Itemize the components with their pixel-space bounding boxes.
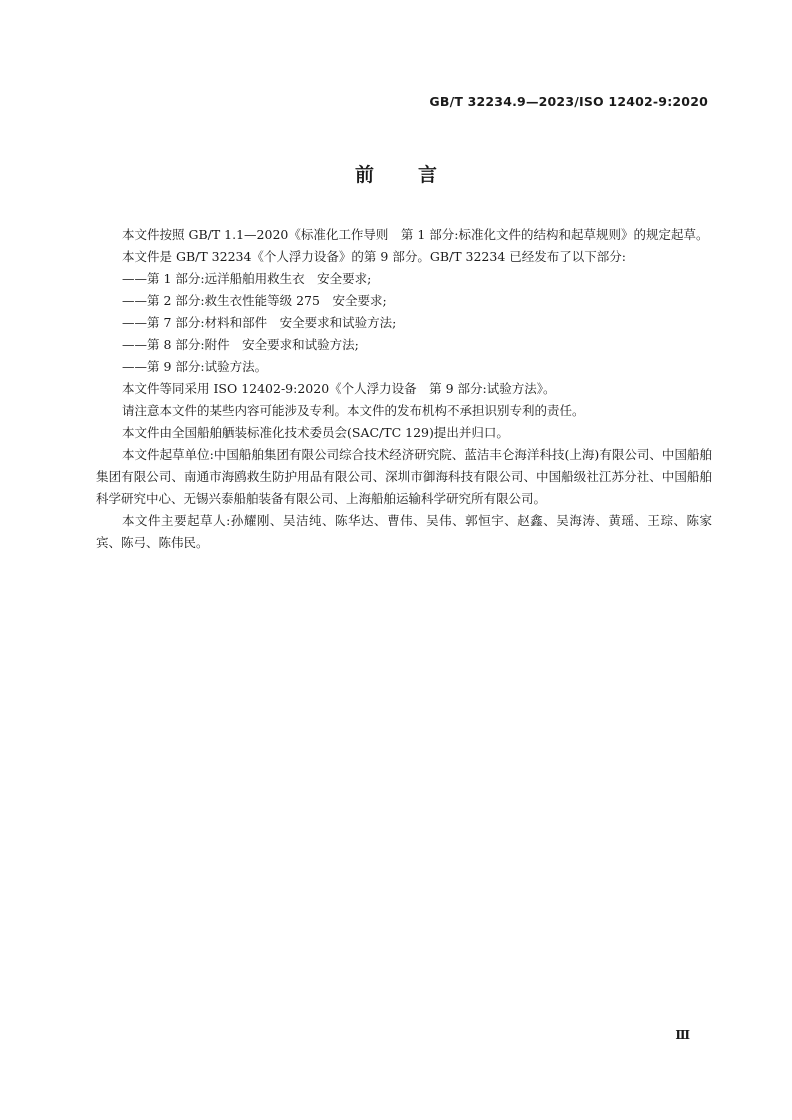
foreword-body [96, 224, 712, 554]
paragraph-drafting-rules: 本文件按照 GB/T 1.1—2020《标准化工作导则 第 1 部分:标准化文件的结构和起草规则》的规定起草。 [122, 227, 709, 242]
page-number: Ⅲ [675, 1028, 690, 1042]
title-char-1: 前 [354, 164, 374, 186]
paragraph-drafting-units: 本文件起草单位:中国船舶集团有限公司综合技术经济研究院、蓝洁丰仑海洋科技(上海)有限公司、中国船舶集团有限公司、南通市海鸥救生防护用品有限公司、深圳市御海科技有限公司、中国船级社江苏分社、中国船舶科学研究中心、无锡兴泰船舶装备有限公司、上海船舶运输科学研究所有限公司。 [96, 447, 712, 506]
paragraph-patent-notice: 请注意本文件的某些内容可能涉及专利。本文件的发布机构不承担识别专利的责任。 [122, 403, 585, 418]
list-item: ——第 2 部分:救生衣性能等级 275 安全要求; [122, 293, 387, 308]
standard-code: GB/T 32234.9—2023/ISO 12402-9:2020 [429, 94, 708, 109]
title-char-2: 言 [418, 164, 438, 186]
paragraph-adoption: 本文件等同采用 ISO 12402-9:2020《个人浮力设备 第 9 部分:试验方法》。 [122, 381, 556, 396]
page-title [0, 160, 792, 187]
list-item: ——第 8 部分:附件 安全要求和试验方法; [122, 337, 359, 352]
paragraph-series-intro: 本文件是 GB/T 32234《个人浮力设备》的第 9 部分。GB/T 32234 已经发布了以下部分: [122, 249, 626, 264]
list-item: ——第 9 部分:试验方法。 [122, 359, 268, 374]
list-item: ——第 7 部分:材料和部件 安全要求和试验方法; [122, 315, 397, 330]
paragraph-drafters: 本文件主要起草人:孙耀刚、吴洁纯、陈华达、曹伟、吴伟、郭恒宇、赵鑫、吴海涛、黄瑶、王琮、陈家宾、陈弓、陈伟民。 [96, 513, 712, 550]
list-item: ——第 1 部分:远洋船舶用救生衣 安全要求; [122, 271, 372, 286]
paragraph-committee: 本文件由全国船舶舾装标准化技术委员会(SAC/TC 129)提出并归口。 [122, 425, 509, 440]
